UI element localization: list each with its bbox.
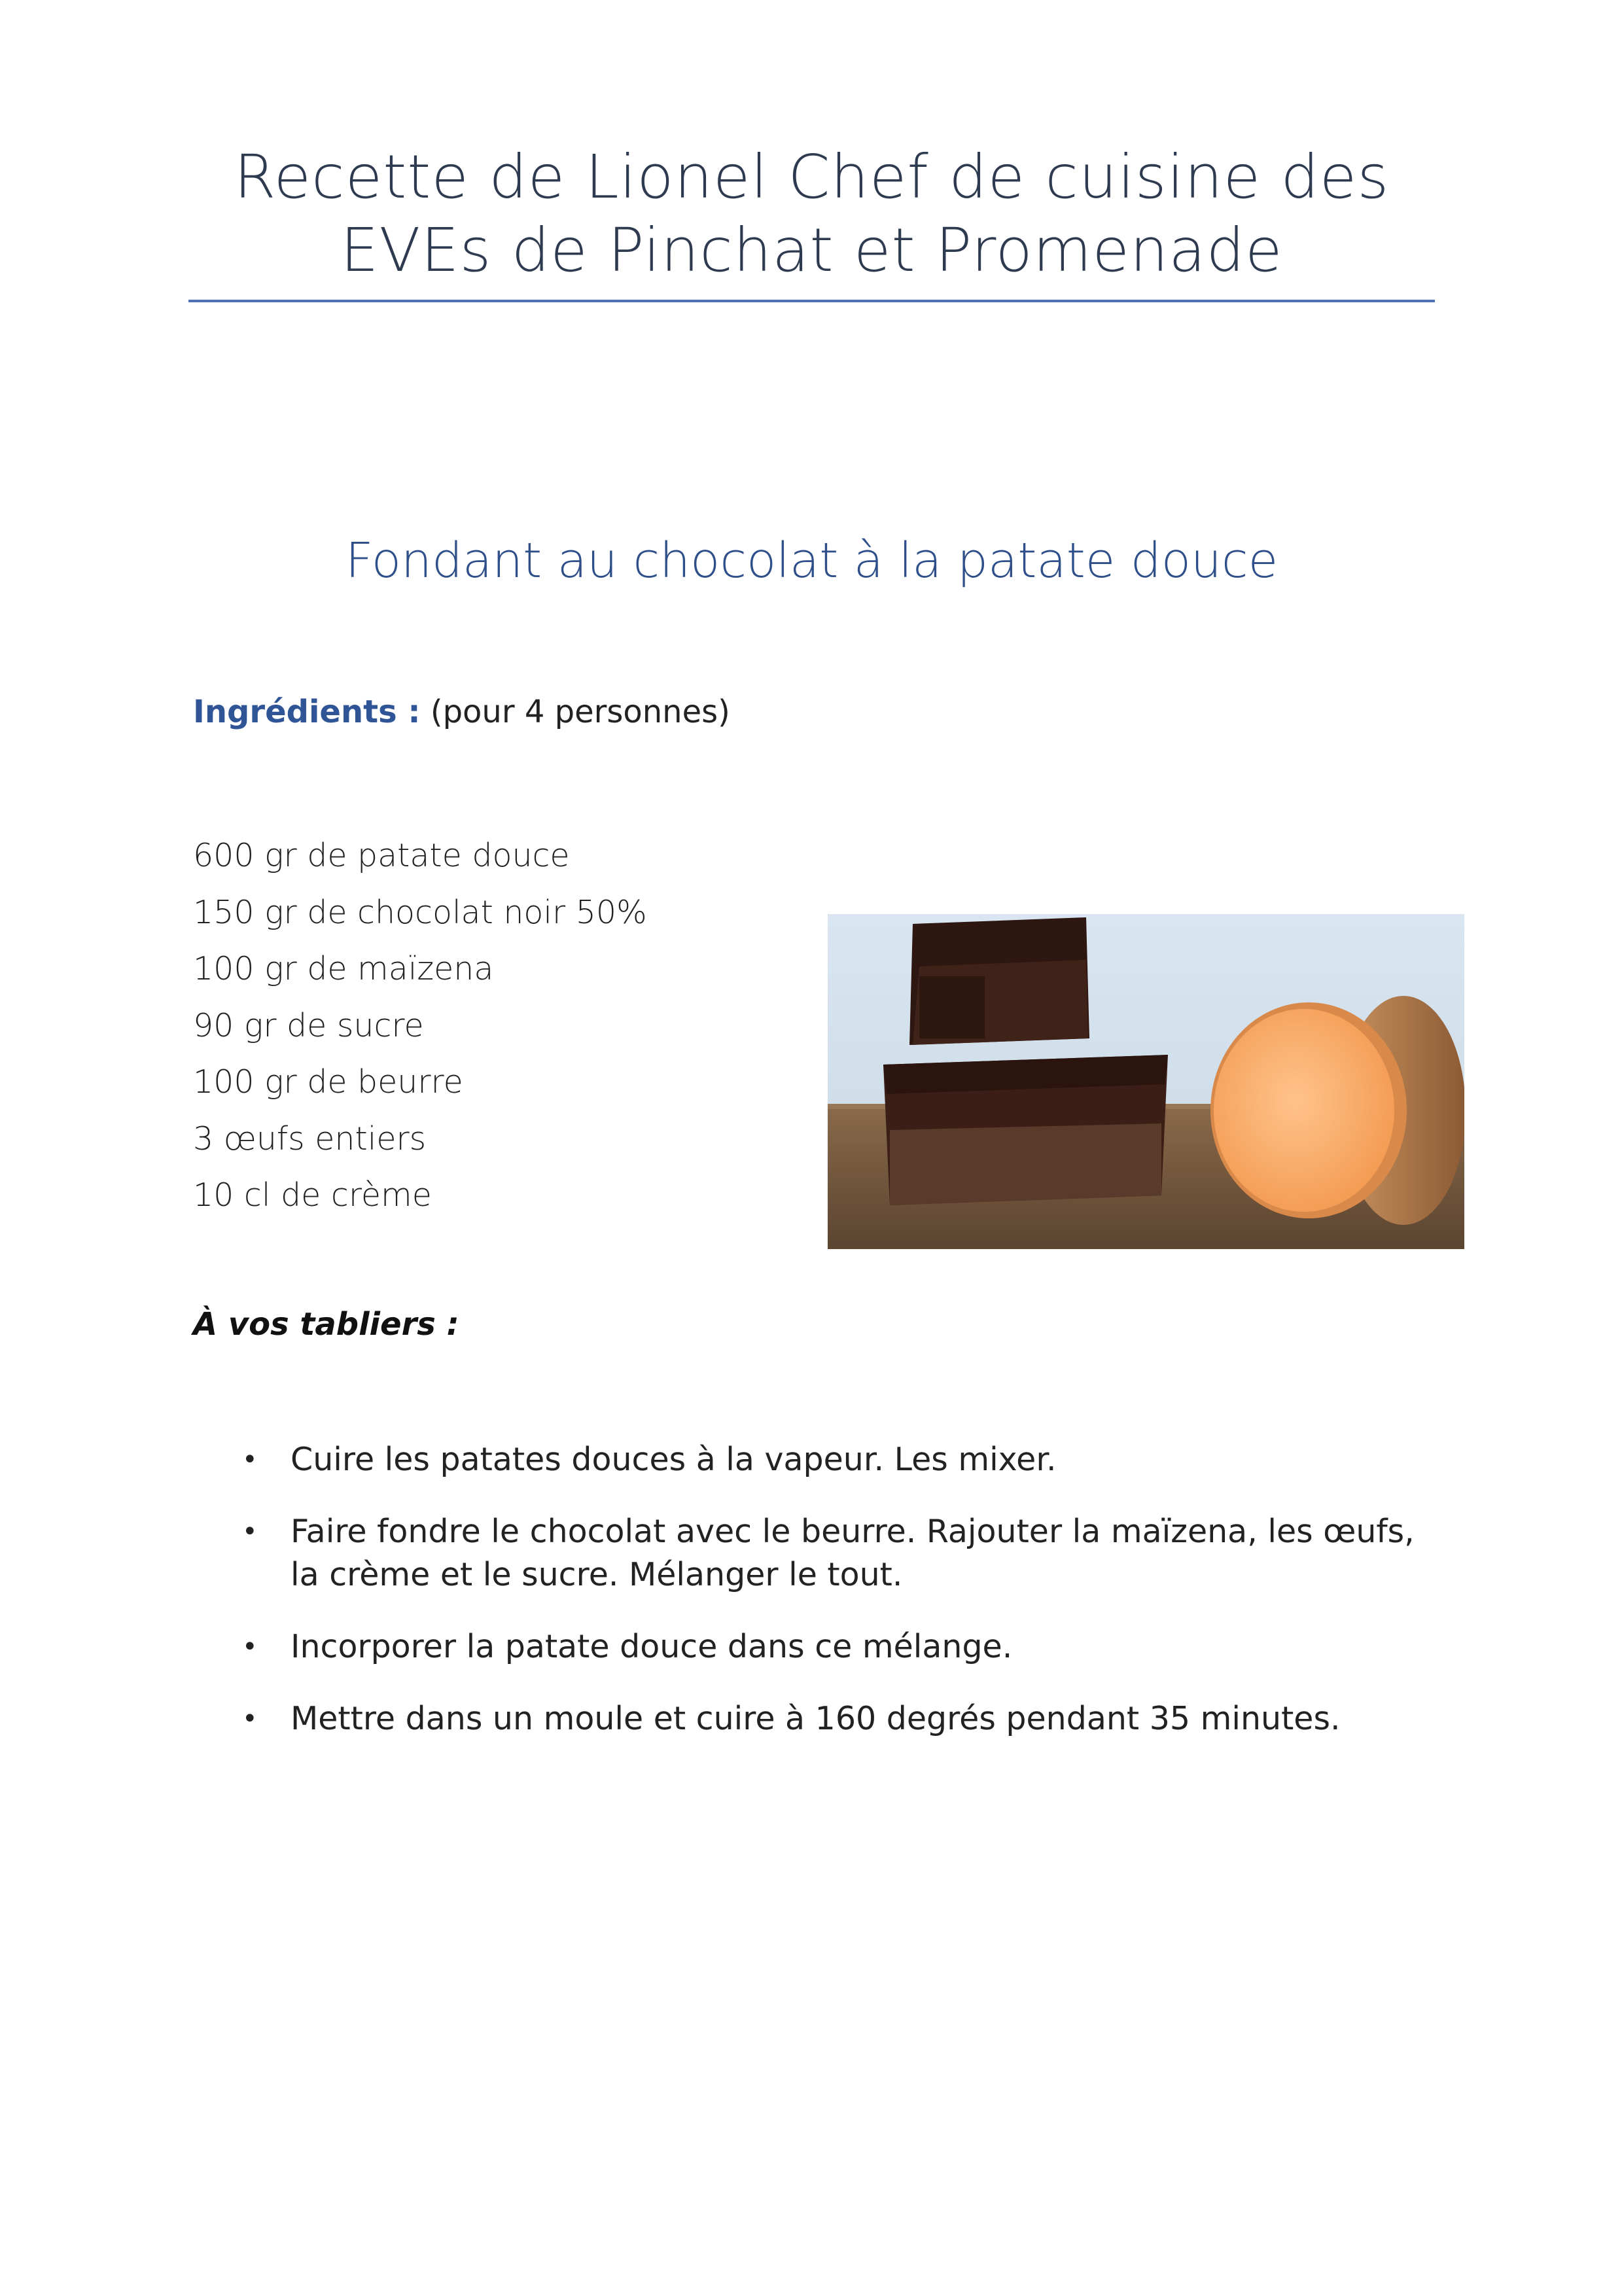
recipe-photo — [828, 914, 1464, 1249]
bullet-icon: • — [242, 1632, 258, 1662]
steps-heading: À vos tabliers : — [193, 1306, 459, 1343]
recipe-photo-illustration — [828, 914, 1464, 1249]
step-item — [242, 1438, 1439, 1481]
page-title-line-2: EVEs de Pinchat et Promenade — [340, 215, 1283, 285]
ingredient-item: 150 gr de chocolat noir 50% — [193, 893, 647, 931]
step-item — [242, 1625, 1439, 1669]
ingredients-heading — [193, 692, 730, 732]
step-item — [242, 1510, 1439, 1597]
step-text: Incorporer la patate douce dans ce mélange. — [291, 1628, 1013, 1665]
page-title-line-1: Recette de Lionel Chef de cuisine des — [234, 142, 1390, 212]
recipe-title: Fondant au chocolat à la patate douce — [345, 533, 1278, 589]
bullet-icon: • — [242, 1517, 258, 1547]
page-title — [188, 141, 1435, 287]
bullet-icon: • — [242, 1445, 258, 1475]
ingredient-item: 90 gr de sucre — [193, 1006, 424, 1044]
step-item — [242, 1697, 1439, 1740]
step-text: Mettre dans un moule et cuire à 160 degrés pendant 35 minutes. — [291, 1700, 1341, 1737]
ingredient-item: 3 œufs entiers — [193, 1120, 427, 1157]
ingredient-item: 100 gr de maïzena — [193, 950, 494, 987]
ingredients-list — [193, 828, 647, 1224]
bullet-icon: • — [242, 1704, 258, 1734]
ingredients-label: Ingrédients : — [193, 694, 421, 730]
ingredients-servings-note: (pour 4 personnes) — [430, 694, 730, 730]
title-divider — [188, 300, 1435, 302]
steps-list — [242, 1438, 1439, 1769]
ingredient-item: 600 gr de patate douce — [193, 837, 570, 874]
ingredient-item: 10 cl de crème — [193, 1176, 432, 1214]
step-text: Faire fondre le chocolat avec le beurre. Rajouter la maïzena, les œufs, la crème et le sucre. Mélanger le tout. — [291, 1513, 1415, 1593]
ingredient-item: 100 gr de beurre — [193, 1063, 463, 1101]
step-text: Cuire les patates douces à la vapeur. Les mixer. — [291, 1441, 1057, 1478]
